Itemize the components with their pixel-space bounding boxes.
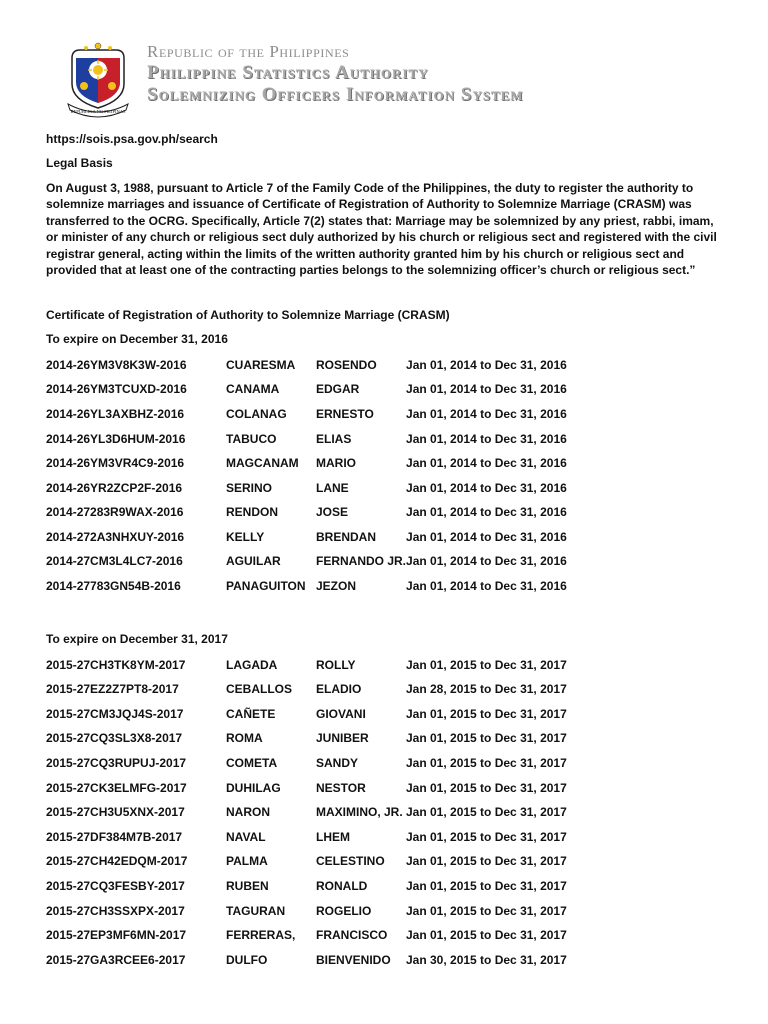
surname-cell: COMETA	[226, 756, 278, 771]
first-name-cell: FERNANDO JR.	[316, 554, 407, 569]
first-name-cell: JEZON	[316, 579, 357, 594]
registration-number-cell: 2015-27GA3RCEE6-2017	[46, 952, 186, 967]
first-name-cell: MARIO	[316, 456, 356, 471]
table-row	[46, 898, 606, 923]
surname-cell: RENDON	[226, 505, 279, 520]
document-header	[62, 38, 622, 122]
registration-number-cell: 2014-27783GN54B-2016	[46, 579, 181, 594]
validity-period-cell: Jan 01, 2015 to Dec 31, 2017	[406, 928, 567, 943]
validity-period-cell: Jan 01, 2015 to Dec 31, 2017	[406, 731, 567, 746]
first-name-cell: BRENDAN	[316, 529, 376, 544]
first-name-cell: ROGELIO	[316, 903, 372, 918]
table-row	[46, 352, 606, 377]
republic-title: Republic of the Philippines	[147, 42, 350, 61]
surname-cell: TABUCO	[226, 431, 277, 446]
registration-number-cell: 2014-272A3NHXUY-2016	[46, 529, 185, 544]
table-row	[46, 677, 606, 702]
table-row	[46, 726, 606, 751]
table-row	[46, 549, 606, 574]
legal-basis-paragraph: On August 3, 1988, pursuant to Article 7 of the Family Code of the Philippines, the duty to register the authority to solemnize marriages and issuance of Certificate of Registration of Authority to Solemnize Marriage (CRASM) was transferred to the OCRG. Specifically, Article 7(2) states that: Marriage may be solemnized by any priest, rabbi, imam, or minister of any church or religious sect duly authorized by his church or religious sect and registered with the civil registrar general, acting within the limits of the written authority granted him by his church or religious sect and provided that at least one of the contracting parties belongs to the solemnizing officer’s church or religious sect.”	[46, 181, 717, 278]
surname-cell: COLANAG	[226, 406, 287, 421]
validity-period-cell: Jan 01, 2015 to Dec 31, 2017	[406, 879, 567, 894]
surname-cell: FERRERAS,	[226, 928, 296, 943]
surname-cell: SERINO	[226, 480, 273, 495]
surname-cell: CEBALLOS	[226, 682, 292, 697]
validity-period-cell: Jan 01, 2015 to Dec 31, 2017	[406, 854, 567, 869]
first-name-cell: CELESTINO	[316, 854, 385, 869]
registration-number-cell: 2014-26YL3AXBHZ-2016	[46, 406, 185, 421]
table-row	[46, 702, 606, 727]
registration-number-cell: 2015-27CM3JQJ4S-2017	[46, 706, 184, 721]
validity-period-cell: Jan 01, 2014 to Dec 31, 2016	[406, 431, 567, 446]
registration-number-cell: 2015-27CH3SSXPX-2017	[46, 903, 185, 918]
table-row	[46, 800, 606, 825]
registration-number-cell: 2014-26YR2ZCP2F-2016	[46, 480, 183, 495]
table-row	[46, 451, 606, 476]
validity-period-cell: Jan 28, 2015 to Dec 31, 2017	[406, 682, 567, 697]
first-name-cell: LANE	[316, 480, 349, 495]
surname-cell: MAGCANAM	[226, 456, 299, 471]
validity-period-cell: Jan 01, 2014 to Dec 31, 2016	[406, 456, 567, 471]
first-name-cell: MAXIMINO, JR.	[316, 805, 403, 820]
registration-number-cell: 2015-27CQ3SL3X8-2017	[46, 731, 183, 746]
group-title-2016: To expire on December 31, 2016	[46, 332, 228, 347]
table-row	[46, 402, 606, 427]
table-row	[46, 426, 606, 451]
first-name-cell: ELADIO	[316, 682, 362, 697]
table-row	[46, 923, 606, 948]
registration-number-cell: 2015-27EP3MF6MN-2017	[46, 928, 187, 943]
registration-number-cell: 2014-27283R9WAX-2016	[46, 505, 184, 520]
first-name-cell: LHEM	[316, 829, 350, 844]
surname-cell: DUHILAG	[226, 780, 281, 795]
group-title-2017: To expire on December 31, 2017	[46, 632, 228, 647]
first-name-cell: SANDY	[316, 756, 359, 771]
table-row	[46, 500, 606, 525]
registration-number-cell: 2015-27CK3ELMFG-2017	[46, 780, 187, 795]
table-row	[46, 475, 606, 500]
surname-cell: CANAMA	[226, 382, 280, 397]
validity-period-cell: Jan 01, 2015 to Dec 31, 2017	[406, 903, 567, 918]
surname-cell: NAVAL	[226, 829, 266, 844]
registration-number-cell: 2015-27CQ3RUPUJ-2017	[46, 756, 187, 771]
validity-period-cell: Jan 01, 2014 to Dec 31, 2016	[406, 529, 567, 544]
header-titles	[147, 42, 524, 106]
registration-number-cell: 2015-27CQ3FESBY-2017	[46, 879, 185, 894]
validity-period-cell: Jan 01, 2014 to Dec 31, 2016	[406, 406, 567, 421]
table-row	[46, 948, 606, 973]
surname-cell: DULFO	[226, 952, 268, 967]
validity-period-cell: Jan 01, 2015 to Dec 31, 2017	[406, 756, 567, 771]
legal-basis-heading: Legal Basis	[46, 156, 113, 170]
table-row	[46, 775, 606, 800]
surname-cell: ROMA	[226, 731, 263, 746]
psa-seal-logo	[62, 38, 134, 118]
svg-text:REPUBLIKA NG PILIPINAS: REPUBLIKA NG PILIPINAS	[70, 109, 126, 114]
validity-period-cell: Jan 01, 2015 to Dec 31, 2017	[406, 805, 567, 820]
table-row	[46, 825, 606, 850]
source-url: https://sois.psa.gov.ph/search	[46, 132, 218, 146]
validity-period-cell: Jan 01, 2015 to Dec 31, 2017	[406, 829, 567, 844]
document-body	[46, 131, 726, 972]
table-row	[46, 574, 606, 599]
validity-period-cell: Jan 30, 2015 to Dec 31, 2017	[406, 952, 567, 967]
surname-cell: NARON	[226, 805, 270, 820]
first-name-cell: EDGAR	[316, 382, 360, 397]
surname-cell: KELLY	[226, 529, 265, 544]
first-name-cell: FRANCISCO	[316, 928, 388, 943]
registration-number-cell: 2014-27CM3L4LC7-2016	[46, 554, 183, 569]
validity-period-cell: Jan 01, 2014 to Dec 31, 2016	[406, 480, 567, 495]
crasm-title: Certificate of Registration of Authority to Solemnize Marriage (CRASM)	[46, 308, 450, 323]
surname-cell: TAGURAN	[226, 903, 286, 918]
registration-number-cell: 2015-27EZ2Z7PT8-2017	[46, 682, 179, 697]
registration-number-cell: 2015-27CH42EDQM-2017	[46, 854, 188, 869]
agency-title: Philippine Statistics Authority	[147, 62, 429, 83]
first-name-cell: ELIAS	[316, 431, 352, 446]
registry-table-2017	[46, 652, 606, 972]
table-row	[46, 751, 606, 776]
first-name-cell: GIOVANI	[316, 706, 366, 721]
validity-period-cell: Jan 01, 2014 to Dec 31, 2016	[406, 382, 567, 397]
registration-number-cell: 2015-27CH3U5XNX-2017	[46, 805, 185, 820]
first-name-cell: ROSENDO	[316, 357, 377, 372]
registration-number-cell: 2014-26YM3V8K3W-2016	[46, 357, 187, 372]
registration-number-cell: 2014-26YM3VR4C9-2016	[46, 456, 185, 471]
validity-period-cell: Jan 01, 2014 to Dec 31, 2016	[406, 554, 567, 569]
table-row	[46, 874, 606, 899]
table-row	[46, 377, 606, 402]
validity-period-cell: Jan 01, 2014 to Dec 31, 2016	[406, 505, 567, 520]
first-name-cell: JUNIBER	[316, 731, 369, 746]
first-name-cell: BIENVENIDO	[316, 952, 391, 967]
first-name-cell: ERNESTO	[316, 406, 374, 421]
registration-number-cell: 2014-26YM3TCUXD-2016	[46, 382, 187, 397]
first-name-cell: RONALD	[316, 879, 368, 894]
registration-number-cell: 2015-27DF384M7B-2017	[46, 829, 183, 844]
validity-period-cell: Jan 01, 2015 to Dec 31, 2017	[406, 780, 567, 795]
validity-period-cell: Jan 01, 2014 to Dec 31, 2016	[406, 357, 567, 372]
registration-number-cell: 2015-27CH3TK8YM-2017	[46, 657, 186, 672]
surname-cell: RUBEN	[226, 879, 269, 894]
surname-cell: LAGADA	[226, 657, 278, 672]
registration-number-cell: 2014-26YL3D6HUM-2016	[46, 431, 186, 446]
surname-cell: PALMA	[226, 854, 268, 869]
validity-period-cell: Jan 01, 2014 to Dec 31, 2016	[406, 579, 567, 594]
validity-period-cell: Jan 01, 2015 to Dec 31, 2017	[406, 657, 567, 672]
first-name-cell: ROLLY	[316, 657, 356, 672]
surname-cell: CUARESMA	[226, 357, 296, 372]
table-row	[46, 849, 606, 874]
surname-cell: CAÑETE	[226, 706, 276, 721]
table-row	[46, 525, 606, 550]
surname-cell: PANAGUITON	[226, 579, 306, 594]
first-name-cell: NESTOR	[316, 780, 366, 795]
system-title: Solemnizing Officers Information System	[147, 84, 524, 105]
validity-period-cell: Jan 01, 2015 to Dec 31, 2017	[406, 706, 567, 721]
table-row	[46, 652, 606, 677]
registry-table-2016	[46, 352, 606, 598]
surname-cell: AGUILAR	[226, 554, 281, 569]
first-name-cell: JOSE	[316, 505, 349, 520]
